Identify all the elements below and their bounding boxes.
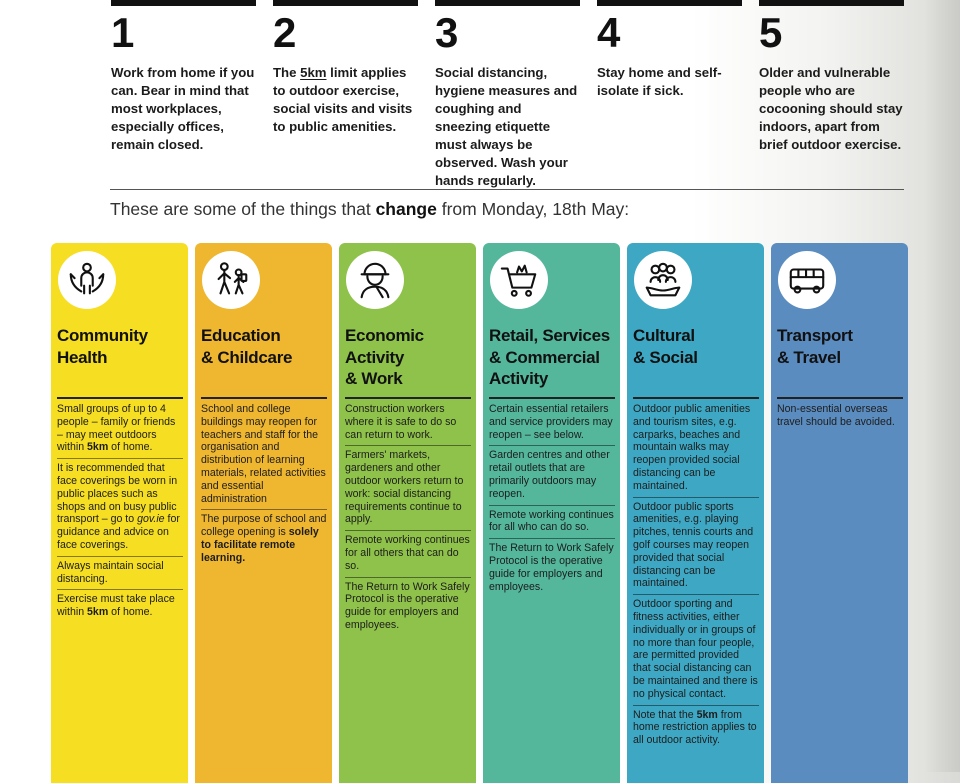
category-title-line: & Childcare <box>201 347 293 367</box>
category-column <box>339 243 476 783</box>
category-item <box>57 462 183 557</box>
category-title-line: Health <box>57 347 108 367</box>
rule-5 <box>759 0 904 154</box>
category-title-line: & Social <box>633 347 698 367</box>
category-item-segment: Exercise must take place within <box>57 593 175 619</box>
category-title <box>345 325 475 390</box>
category-title-line: Economic <box>345 326 424 345</box>
category-item <box>489 403 615 446</box>
changes-heading-bold: change <box>375 199 437 219</box>
category-item-segment: The Return to Work Safely Protocol is the operative guide for employers and employees. <box>345 580 470 631</box>
rule-text-segment: Work from home if you can. Bear in mind that most workplaces, especially offices, remain closed. <box>111 65 255 152</box>
category-item-segment: gov.ie <box>137 513 165 526</box>
category-column <box>51 243 188 783</box>
category-item-segment: of home. <box>108 441 153 454</box>
category-title-line: Education <box>201 326 281 345</box>
category-title-line: Cultural <box>633 326 695 345</box>
category-item-segment: Non-essential overseas travel should be avoided. <box>777 403 895 428</box>
category-item <box>345 449 471 531</box>
rule-text-segment: limit applies to outdoor exercise, social visits and visits to public amenities. <box>273 65 413 134</box>
category-item-segment: from home restriction applies to all outdoor activity. <box>633 708 757 747</box>
category-column <box>627 243 764 783</box>
category-item-segment: Garden centres and other retail outlets that are primarily outdoors may reopen. <box>489 449 610 500</box>
rule-number: 3 <box>435 9 458 56</box>
rule-1 <box>111 0 256 154</box>
rule-top-bar <box>111 0 256 6</box>
category-item <box>201 403 327 510</box>
category-column <box>771 243 908 783</box>
category-items <box>57 403 183 626</box>
rule-4 <box>597 0 742 100</box>
rule-3 <box>435 0 580 190</box>
category-item-segment: of home. <box>108 606 153 619</box>
rule-text <box>435 64 580 190</box>
category-title-line: Transport <box>777 326 853 345</box>
category-title <box>489 325 619 390</box>
rule-text-segment: The <box>273 65 301 80</box>
rule-top-bar <box>435 0 580 6</box>
category-title-line: & Work <box>345 369 403 388</box>
category-item <box>57 560 183 591</box>
category-items <box>777 403 903 436</box>
education-childcare-icon <box>202 251 260 309</box>
rule-top-bar <box>759 0 904 6</box>
category-item-segment: Small groups of up to 4 people – family or friends – may meet outdoors within <box>57 403 176 454</box>
bus-icon <box>778 251 836 309</box>
category-item-segment: Outdoor public sports amenities, e.g. playing pitches, tennis courts and golf courses may reopen provided that social distancing can be maintained. <box>633 500 754 590</box>
category-item <box>633 709 759 751</box>
rule-text-segment: Stay home and self-isolate if sick. <box>597 65 722 98</box>
category-item <box>489 449 615 505</box>
category-title-rule <box>633 397 759 399</box>
category-item-segment: Outdoor public amenities and tourism sites, e.g. carparks, beaches and mountain walks may reopen provided social distancing can be maintained. <box>633 403 751 492</box>
category-item-segment: for guidance and advice on face coverings. <box>57 513 180 551</box>
rule-text <box>273 64 418 136</box>
category-item <box>57 593 183 623</box>
changes-heading <box>110 199 629 220</box>
community-health-icon <box>58 251 116 309</box>
rule-2 <box>273 0 418 136</box>
category-item-segment: Note that the <box>633 708 697 721</box>
category-item-segment: Remote working continues for all others that can do so. <box>345 534 470 572</box>
category-title-rule <box>345 397 471 399</box>
category-item <box>633 598 759 705</box>
category-title-line: & Commercial <box>489 347 600 367</box>
category-column <box>195 243 332 783</box>
category-item-segment: 5km <box>696 708 718 721</box>
category-item-segment: The Return to Work Safely Protocol is the operative guide for employers and employees. <box>489 542 614 593</box>
cultural-social-icon <box>634 251 692 309</box>
category-item-segment: Construction workers where it is safe to do so can return to work. <box>345 403 457 441</box>
category-item <box>777 403 903 433</box>
category-item-segment: 5km <box>87 606 109 619</box>
category-item-segment: solely to facilitate remote learning. <box>201 526 319 564</box>
category-item-segment: 5km <box>87 441 109 454</box>
rule-top-bar <box>597 0 742 6</box>
category-title-rule <box>777 397 903 399</box>
changes-heading-after: from Monday, 18th May: <box>436 199 630 219</box>
category-title <box>633 325 763 368</box>
category-items <box>489 403 615 600</box>
category-title <box>777 325 907 368</box>
category-title-rule <box>201 397 327 399</box>
section-divider <box>110 189 904 190</box>
public-health-rules <box>0 0 960 200</box>
category-item <box>201 513 327 568</box>
category-title-line: Community <box>57 326 148 345</box>
category-title-line: Activity <box>345 347 405 367</box>
category-item <box>489 542 615 597</box>
category-title <box>57 325 187 368</box>
category-title-rule <box>489 397 615 399</box>
category-item <box>345 403 471 446</box>
rule-number: 5 <box>759 9 782 56</box>
category-items <box>345 403 471 639</box>
rule-text-segment: Older and vulnerable people who are cocooning should stay indoors, apart from brief outdoor exercise. <box>759 65 903 152</box>
shopping-cart-icon <box>490 251 548 309</box>
rule-number: 2 <box>273 9 296 56</box>
category-item-segment: Outdoor sporting and fitness activities, either individually or in groups of no more than four people, are permitted provided that social distancing can be maintained and there is no physical contact. <box>633 598 758 700</box>
category-item-segment: The purpose of school and college opening is <box>201 513 327 539</box>
rule-text <box>111 64 256 154</box>
category-title-line: Retail, Services <box>489 326 610 345</box>
category-item <box>57 403 183 459</box>
category-item <box>489 509 615 540</box>
category-item-segment: Certain essential retailers and service providers may reopen – see below. <box>489 403 613 441</box>
category-items <box>633 403 759 754</box>
category-title-line: & Travel <box>777 347 841 367</box>
category-item <box>345 581 471 636</box>
category-item <box>633 501 759 596</box>
category-item-segment: School and college buildings may reopen for teachers and staff for the organisation and distribution of learning materials, related activities and essential administration <box>201 403 326 505</box>
rule-number: 1 <box>111 9 134 56</box>
rule-text-segment: 5km <box>300 65 327 80</box>
category-item <box>633 403 759 498</box>
economic-activity-icon <box>346 251 404 309</box>
category-column <box>483 243 620 783</box>
category-title-rule <box>57 397 183 399</box>
category-item-segment: Farmers' markets, gardeners and other outdoor workers return to work: social distancing requirements continue to apply. <box>345 449 464 526</box>
category-items <box>201 403 327 572</box>
category-title <box>201 325 331 368</box>
category-title-line: Activity <box>489 369 549 388</box>
category-item-segment: It is recommended that face coverings be worn in public places such as shops and on busy public transport – go to <box>57 462 178 526</box>
category-item-segment: Remote working continues for all who can do so. <box>489 508 614 534</box>
changes-heading-before: These are some of the things that <box>110 199 376 219</box>
rule-text <box>597 64 742 100</box>
rule-top-bar <box>273 0 418 6</box>
rule-text-segment: Social distancing, hygiene measures and coughing and sneezing etiquette must always be observed. Wash your hands regularly. <box>435 65 578 188</box>
rule-text <box>759 64 904 154</box>
rule-number: 4 <box>597 9 620 56</box>
category-item <box>345 534 471 577</box>
category-item-segment: Always maintain social distancing. <box>57 559 164 585</box>
